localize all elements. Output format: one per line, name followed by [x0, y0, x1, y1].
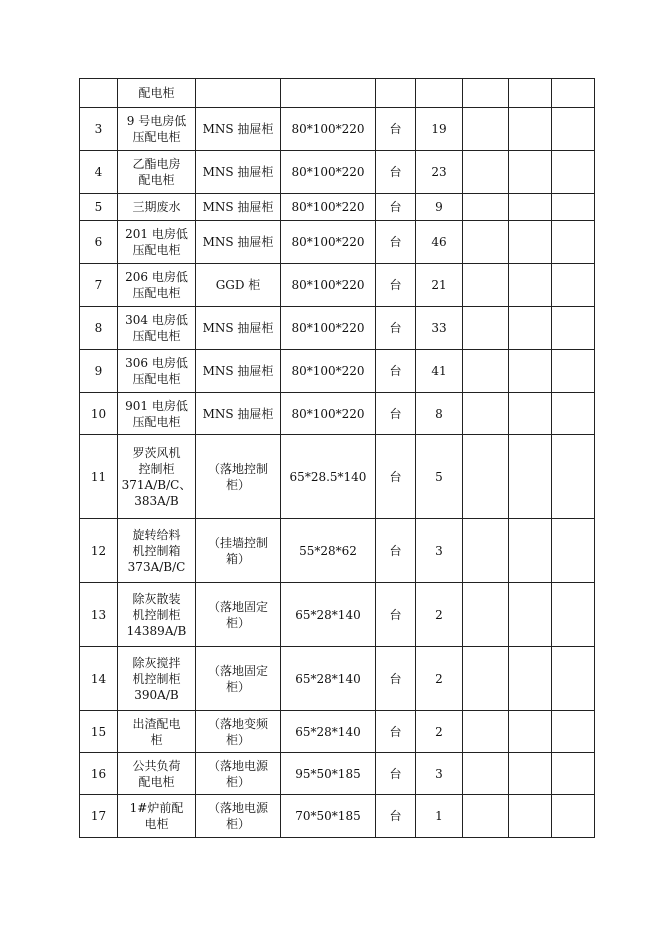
equipment-name-cell	[118, 435, 196, 519]
empty-cell-1	[463, 350, 509, 393]
equipment-name-cell-line: 配电柜	[138, 774, 175, 789]
empty-cell-3	[552, 350, 595, 393]
empty-cell-2	[509, 519, 552, 583]
empty-cell-2	[509, 711, 552, 753]
quantity-cell: 9	[416, 194, 463, 221]
empty-cell-1	[463, 583, 509, 647]
cabinet-type-cell-line: （落地固定	[207, 599, 268, 614]
equipment-table	[79, 78, 595, 838]
equipment-name-cell	[118, 307, 196, 350]
empty-cell-3	[552, 221, 595, 264]
cabinet-type-cell	[196, 151, 281, 194]
table-row	[80, 221, 595, 264]
equipment-name-cell-line: 压配电柜	[132, 372, 181, 386]
table-row	[80, 753, 595, 795]
equipment-name-cell-line: 压配电柜	[132, 414, 181, 429]
cabinet-type-cell-line: GGD 柜	[215, 278, 261, 292]
table-row	[80, 711, 595, 753]
cabinet-type-cell-line: （落地变频	[207, 716, 268, 731]
empty-cell-1	[463, 151, 509, 194]
unit-cell: 台	[376, 583, 416, 647]
cabinet-type-cell	[196, 519, 281, 583]
unit-cell: 台	[376, 753, 416, 795]
cabinet-type-cell-line: MNS 抽屉柜	[202, 200, 274, 214]
empty-cell-1	[463, 393, 509, 435]
empty-cell-3	[552, 583, 595, 647]
empty-cell-1	[463, 753, 509, 795]
row-number-cell: 17	[80, 795, 118, 838]
empty-cell-2	[509, 108, 552, 151]
empty-cell-1	[463, 108, 509, 151]
unit-cell: 台	[376, 108, 416, 151]
quantity-cell: 2	[416, 647, 463, 711]
cabinet-type-cell	[196, 435, 281, 519]
equipment-name-cell-line: 机控制柜	[132, 671, 181, 686]
cabinet-type-cell-line: 柜）	[225, 477, 250, 492]
equipment-name-cell-line: 出渣配电	[132, 716, 181, 731]
table-row	[80, 151, 595, 194]
empty-cell-2	[509, 151, 552, 194]
dimensions-cell: 80*100*220	[281, 151, 376, 194]
equipment-name-cell-line: 配电柜	[138, 173, 175, 187]
cabinet-type-cell-line: 柜）	[225, 679, 250, 694]
cabinet-type-cell	[196, 753, 281, 795]
cabinet-type-cell-line: 柜）	[225, 774, 250, 789]
unit-cell: 台	[376, 647, 416, 711]
unit-cell: 台	[376, 350, 416, 393]
equipment-name-cell-line: 304 电房低	[125, 313, 188, 327]
empty-cell-1	[463, 79, 509, 108]
table-row	[80, 79, 595, 108]
empty-cell-3	[552, 151, 595, 194]
dimensions-cell: 55*28*62	[281, 519, 376, 583]
empty-cell-2	[509, 647, 552, 711]
row-number-cell: 6	[80, 221, 118, 264]
cabinet-type-cell	[196, 795, 281, 838]
dimensions-cell: 95*50*185	[281, 753, 376, 795]
cabinet-type-cell-line: （挂墙控制	[207, 535, 268, 550]
empty-cell-3	[552, 264, 595, 307]
row-number-cell: 4	[80, 151, 118, 194]
quantity-cell: 19	[416, 108, 463, 151]
empty-cell-2	[509, 221, 552, 264]
table-row	[80, 350, 595, 393]
equipment-name-cell-line: 配电柜	[138, 86, 175, 100]
dimensions-cell: 65*28*140	[281, 711, 376, 753]
unit-cell: 台	[376, 194, 416, 221]
empty-cell-1	[463, 307, 509, 350]
empty-cell-1	[463, 647, 509, 711]
dimensions-cell: 80*100*220	[281, 393, 376, 435]
equipment-name-cell	[118, 221, 196, 264]
equipment-name-cell-line: 控制柜	[138, 461, 175, 476]
empty-cell-2	[509, 795, 552, 838]
equipment-name-cell-line: 旋转给料	[132, 527, 181, 542]
cabinet-type-cell-line: 箱）	[225, 551, 250, 566]
row-number-cell: 8	[80, 307, 118, 350]
equipment-name-cell-line: 901 电房低	[125, 398, 188, 413]
unit-cell: 台	[376, 795, 416, 838]
unit-cell: 台	[376, 221, 416, 264]
row-number-cell: 7	[80, 264, 118, 307]
dimensions-cell: 80*100*220	[281, 307, 376, 350]
cabinet-type-cell-line: 柜）	[225, 615, 250, 630]
equipment-name-cell-line: 306 电房低	[125, 356, 188, 370]
equipment-name-cell-line: 机控制箱	[132, 543, 181, 558]
equipment-name-cell	[118, 393, 196, 435]
equipment-name-cell	[118, 194, 196, 221]
empty-cell-3	[552, 307, 595, 350]
equipment-name-cell	[118, 79, 196, 108]
row-number-cell: 3	[80, 108, 118, 151]
equipment-name-cell-line: 14389A/B	[126, 623, 187, 638]
row-number-cell: 11	[80, 435, 118, 519]
empty-cell-1	[463, 711, 509, 753]
equipment-name-cell-line: 371A/B/C、	[121, 477, 192, 492]
equipment-name-cell-line: 除灰散装	[132, 591, 181, 606]
dimensions-cell: 80*100*220	[281, 108, 376, 151]
row-number-cell: 14	[80, 647, 118, 711]
empty-cell-2	[509, 350, 552, 393]
quantity-cell: 8	[416, 393, 463, 435]
equipment-name-cell-line: 电柜	[144, 817, 169, 831]
empty-cell-2	[509, 753, 552, 795]
quantity-cell: 2	[416, 583, 463, 647]
cabinet-type-cell	[196, 393, 281, 435]
empty-cell-1	[463, 435, 509, 519]
empty-cell-2	[509, 194, 552, 221]
equipment-name-cell-line: 390A/B	[134, 687, 179, 702]
unit-cell: 台	[376, 151, 416, 194]
unit-cell: 台	[376, 711, 416, 753]
table-row	[80, 264, 595, 307]
table-row	[80, 194, 595, 221]
dimensions-cell: 80*100*220	[281, 264, 376, 307]
equipment-name-cell-line: 9 号电房低	[126, 114, 187, 128]
equipment-name-cell	[118, 519, 196, 583]
equipment-name-cell-line: 201 电房低	[125, 227, 188, 241]
equipment-name-cell-line: 公共负荷	[132, 758, 181, 773]
table-row	[80, 519, 595, 583]
equipment-name-cell	[118, 108, 196, 151]
empty-cell-1	[463, 221, 509, 264]
empty-cell-2	[509, 393, 552, 435]
dimensions-cell: 80*100*220	[281, 194, 376, 221]
empty-cell-3	[552, 519, 595, 583]
cabinet-type-cell	[196, 647, 281, 711]
empty-cell-3	[552, 393, 595, 435]
empty-cell-1	[463, 519, 509, 583]
empty-cell-1	[463, 795, 509, 838]
cabinet-type-cell	[196, 194, 281, 221]
quantity-cell: 23	[416, 151, 463, 194]
row-number-cell: 15	[80, 711, 118, 753]
cabinet-type-cell-line: MNS 抽屉柜	[202, 122, 274, 136]
table-row	[80, 307, 595, 350]
equipment-name-cell-line: 除灰搅拌	[132, 655, 181, 670]
empty-cell-3	[552, 108, 595, 151]
row-number-cell: 12	[80, 519, 118, 583]
dimensions-cell: 80*100*220	[281, 221, 376, 264]
unit-cell	[376, 79, 416, 108]
empty-cell-2	[509, 435, 552, 519]
cabinet-type-cell	[196, 221, 281, 264]
cabinet-type-cell-line: MNS 抽屉柜	[202, 235, 274, 249]
cabinet-type-cell	[196, 307, 281, 350]
equipment-name-cell-line: 1#炉前配	[129, 801, 184, 815]
cabinet-type-cell-line: （落地固定	[207, 663, 268, 678]
dimensions-cell: 80*100*220	[281, 350, 376, 393]
empty-cell-3	[552, 647, 595, 711]
unit-cell: 台	[376, 307, 416, 350]
table-row	[80, 795, 595, 838]
cabinet-type-cell	[196, 711, 281, 753]
row-number-cell: 13	[80, 583, 118, 647]
empty-cell-2	[509, 79, 552, 108]
cabinet-type-cell-line: （落地电源	[207, 801, 268, 815]
unit-cell: 台	[376, 435, 416, 519]
quantity-cell: 5	[416, 435, 463, 519]
quantity-cell: 3	[416, 753, 463, 795]
cabinet-type-cell	[196, 108, 281, 151]
cabinet-type-cell	[196, 264, 281, 307]
cabinet-type-cell-line: MNS 抽屉柜	[202, 165, 274, 179]
quantity-cell: 21	[416, 264, 463, 307]
dimensions-cell	[281, 79, 376, 108]
quantity-cell: 46	[416, 221, 463, 264]
equipment-name-cell	[118, 795, 196, 838]
equipment-name-cell	[118, 583, 196, 647]
equipment-name-cell-line: 机控制柜	[132, 607, 181, 622]
cabinet-type-cell	[196, 350, 281, 393]
cabinet-type-cell	[196, 79, 281, 108]
dimensions-cell: 65*28*140	[281, 647, 376, 711]
equipment-name-cell-line: 柜	[150, 732, 163, 747]
dimensions-cell: 65*28*140	[281, 583, 376, 647]
cabinet-type-cell	[196, 583, 281, 647]
equipment-name-cell-line: 罗茨风机	[132, 445, 181, 460]
equipment-name-cell-line: 373A/B/C	[127, 559, 186, 574]
row-number-cell: 16	[80, 753, 118, 795]
quantity-cell: 2	[416, 711, 463, 753]
equipment-name-cell-line: 压配电柜	[132, 329, 181, 343]
unit-cell: 台	[376, 393, 416, 435]
cabinet-type-cell-line: MNS 抽屉柜	[202, 321, 274, 335]
quantity-cell	[416, 79, 463, 108]
empty-cell-1	[463, 264, 509, 307]
empty-cell-3	[552, 711, 595, 753]
cabinet-type-cell-line: 柜）	[225, 732, 250, 747]
equipment-name-cell-line: 三期废水	[132, 200, 181, 214]
equipment-table-body	[80, 79, 595, 838]
empty-cell-2	[509, 583, 552, 647]
cabinet-type-cell-line: （落地控制	[207, 461, 268, 476]
equipment-name-cell	[118, 350, 196, 393]
empty-cell-1	[463, 194, 509, 221]
table-row	[80, 108, 595, 151]
cabinet-type-cell-line: MNS 抽屉柜	[202, 364, 274, 378]
empty-cell-3	[552, 79, 595, 108]
equipment-name-cell-line: 压配电柜	[132, 130, 181, 144]
cabinet-type-cell-line: MNS 抽屉柜	[202, 406, 274, 421]
table-row	[80, 583, 595, 647]
dimensions-cell: 65*28.5*140	[281, 435, 376, 519]
equipment-name-cell-line: 乙酯电房	[132, 157, 181, 171]
equipment-name-cell-line: 383A/B	[134, 493, 179, 508]
unit-cell: 台	[376, 264, 416, 307]
empty-cell-3	[552, 194, 595, 221]
table-row	[80, 435, 595, 519]
empty-cell-2	[509, 307, 552, 350]
unit-cell: 台	[376, 519, 416, 583]
equipment-name-cell	[118, 151, 196, 194]
cabinet-type-cell-line: 柜）	[225, 817, 250, 831]
row-number-cell: 10	[80, 393, 118, 435]
quantity-cell: 3	[416, 519, 463, 583]
cabinet-type-cell-line: （落地电源	[207, 758, 268, 773]
equipment-name-cell	[118, 753, 196, 795]
row-number-cell	[80, 79, 118, 108]
row-number-cell: 5	[80, 194, 118, 221]
equipment-name-cell-line: 206 电房低	[125, 270, 188, 284]
quantity-cell: 41	[416, 350, 463, 393]
empty-cell-3	[552, 435, 595, 519]
table-row	[80, 393, 595, 435]
equipment-name-cell	[118, 264, 196, 307]
empty-cell-3	[552, 795, 595, 838]
equipment-name-cell	[118, 647, 196, 711]
row-number-cell: 9	[80, 350, 118, 393]
equipment-name-cell-line: 压配电柜	[132, 286, 181, 300]
quantity-cell: 33	[416, 307, 463, 350]
equipment-name-cell	[118, 711, 196, 753]
equipment-name-cell-line: 压配电柜	[132, 243, 181, 257]
table-row	[80, 647, 595, 711]
quantity-cell: 1	[416, 795, 463, 838]
empty-cell-3	[552, 753, 595, 795]
empty-cell-2	[509, 264, 552, 307]
dimensions-cell: 70*50*185	[281, 795, 376, 838]
